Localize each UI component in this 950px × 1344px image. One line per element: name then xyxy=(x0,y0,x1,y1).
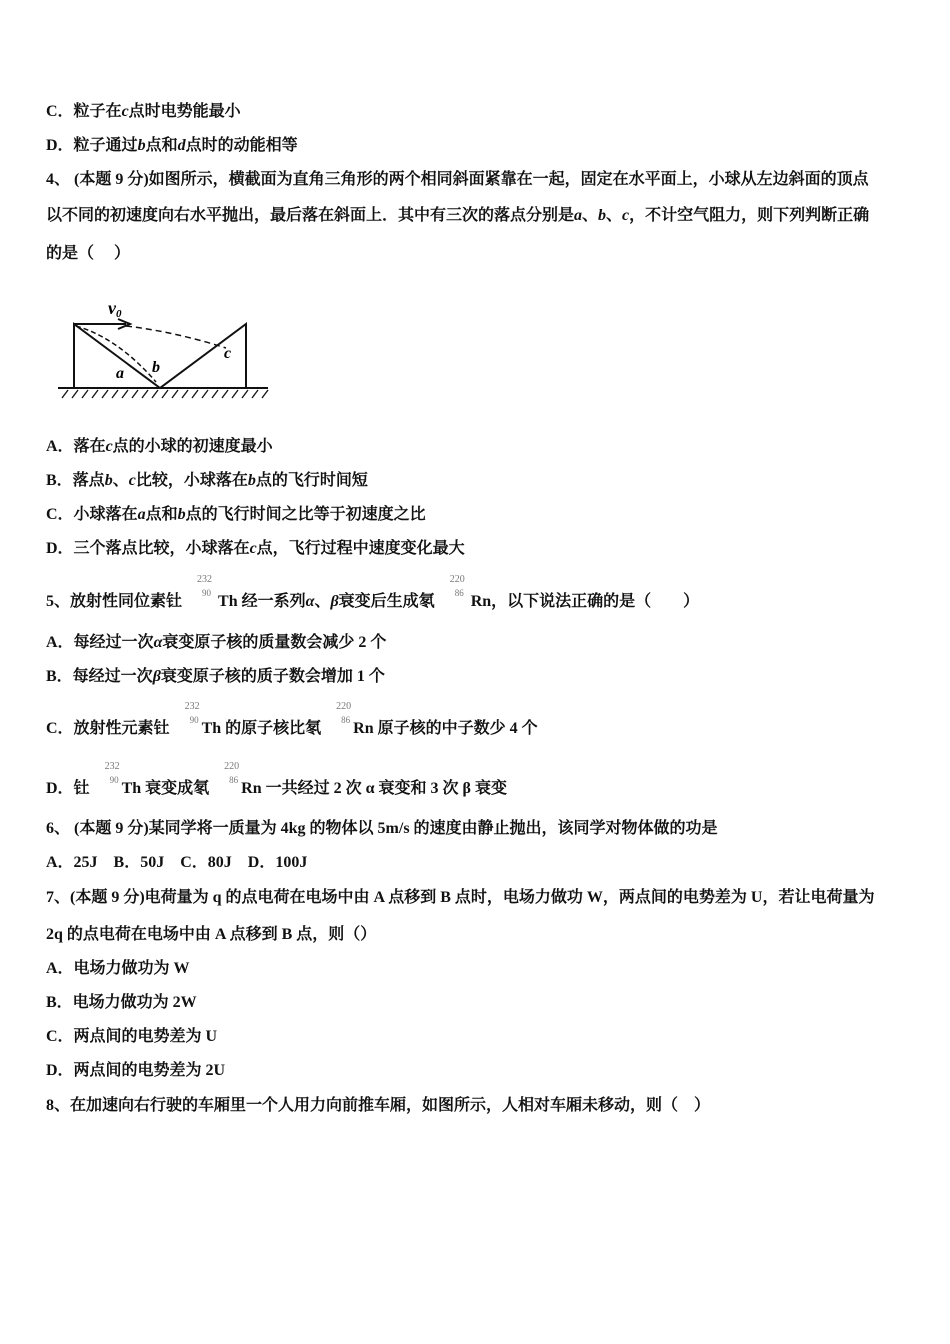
text-segment: D．粒子通过 xyxy=(46,137,138,154)
text-segment: A．落在 xyxy=(46,438,106,455)
text-segment: 点时电势能最小 xyxy=(128,103,241,120)
variable: d xyxy=(177,137,186,154)
variable: c xyxy=(249,540,257,557)
atomic-number: 90 xyxy=(109,775,119,785)
text-segment: C．两点间的电势差为 U xyxy=(46,1028,218,1045)
text-line xyxy=(46,667,385,687)
text-segment: 5、放射性同位素钍 xyxy=(46,593,187,610)
isotope-notation xyxy=(221,761,241,793)
variable: c xyxy=(128,472,136,489)
label-a: a xyxy=(116,365,124,382)
text-segment: Rn，以下说法正确的是（ ） xyxy=(466,593,700,610)
mass-number: 232 xyxy=(184,701,200,712)
variable: α xyxy=(305,593,315,610)
atomic-number: 86 xyxy=(454,588,464,598)
text-line xyxy=(46,505,426,525)
variable: a xyxy=(137,506,146,523)
text-segment: Rn 一共经过 2 次 α 衰变和 3 次 β 衰变 xyxy=(241,780,507,797)
text-line xyxy=(46,102,241,122)
text-segment: C．放射性元素钍 xyxy=(46,720,174,737)
text-line xyxy=(46,959,190,979)
text-line xyxy=(46,206,869,226)
text-segment: 6、 (本题 9 分)某同学将一质量为 4kg 的物体以 5m/s 的速度由静止抛出，该同学对物体做的功是 xyxy=(46,820,718,837)
text-segment: Th 的原子核比氡 xyxy=(201,720,326,737)
text-segment: D．钍 xyxy=(46,780,94,797)
text-segment: 的是（ ） xyxy=(46,245,131,262)
variable: a xyxy=(574,207,583,224)
variable: b xyxy=(104,472,113,489)
text-line xyxy=(46,170,869,190)
mass-number: 220 xyxy=(224,761,240,772)
text-line xyxy=(46,633,386,653)
inclined-planes-figure xyxy=(56,292,271,402)
text-line xyxy=(46,853,307,873)
text-segment: 以不同的初速度向右水平抛出，最后落在斜面上．其中有三次的落点分别是 xyxy=(46,207,575,224)
mass-number: 232 xyxy=(104,761,120,772)
variable: c xyxy=(105,438,113,455)
text-segment: 衰变原子核的质子数会增加 1 个 xyxy=(160,668,385,685)
atomic-number: 86 xyxy=(229,775,239,785)
isotope-notation xyxy=(102,761,122,793)
text-segment: A．每经过一次 xyxy=(46,634,154,651)
text-line xyxy=(46,471,368,491)
text-segment: 点和 xyxy=(145,137,178,154)
text-segment: 点的小球的初速度最小 xyxy=(112,438,273,455)
text-segment: 8、在加速向右行驶的车厢里一个人用力向前推车厢，如图所示，人相对车厢未移动，则（ ） xyxy=(46,1097,711,1114)
atomic-number: 90 xyxy=(202,588,212,598)
text-segment: 衰变后生成氡 xyxy=(338,593,439,610)
variable: c xyxy=(121,103,129,120)
variable: b xyxy=(137,137,146,154)
atomic-number: 86 xyxy=(341,715,351,725)
text-segment: 比较，小球落在 xyxy=(135,472,248,489)
variable: c xyxy=(622,207,630,224)
mass-number: 232 xyxy=(197,574,213,585)
variable: b xyxy=(598,207,607,224)
v0-label: v0 xyxy=(108,298,122,320)
variable: β xyxy=(330,593,339,610)
text-segment: 、 xyxy=(314,593,331,610)
text-segment: ，不计空气阻力，则下列判断正确 xyxy=(629,207,870,224)
text-line xyxy=(46,701,538,739)
text-segment: 、 xyxy=(582,207,599,224)
text-segment: D．两点间的电势差为 2U xyxy=(46,1062,226,1079)
isotope-notation xyxy=(333,701,353,733)
text-segment: 7、(本题 9 分)电荷量为 q 的点电荷在电场中由 A 点移到 B 点时，电场力做功 W，两点间的电势差为 U，若让电荷量为 xyxy=(46,889,875,906)
text-segment: Th 经一系列 xyxy=(214,593,306,610)
mass-number: 220 xyxy=(449,574,465,585)
text-segment: Th 衰变成氡 xyxy=(121,780,214,797)
text-line xyxy=(46,819,718,839)
text-segment: C．小球落在 xyxy=(46,506,138,523)
text-segment: Rn 原子核的中子数少 4 个 xyxy=(353,720,538,737)
isotope-notation xyxy=(182,701,202,733)
text-line xyxy=(46,761,507,799)
text-line xyxy=(46,888,874,908)
isotope-notation xyxy=(447,574,467,606)
variable: β xyxy=(152,668,161,685)
atomic-number: 90 xyxy=(189,715,199,725)
label-b: b xyxy=(152,359,160,376)
text-segment: 4、 (本题 9 分)如图所示，横截面为直角三角形的两个相同斜面紧靠在一起，固定在水平面上，小球从左边斜面的顶点 xyxy=(46,171,869,188)
text-segment: 衰变原子核的质量数会减少 2 个 xyxy=(162,634,387,651)
text-segment: A．25J B．50J C．80J D．100J xyxy=(46,854,308,871)
text-line xyxy=(46,136,298,156)
text-segment: 点，飞行过程中速度变化最大 xyxy=(256,540,465,557)
text-line xyxy=(46,574,700,612)
text-segment: C．粒子在 xyxy=(46,103,122,120)
variable: b xyxy=(177,506,186,523)
text-line xyxy=(46,925,376,945)
mass-number: 220 xyxy=(336,701,352,712)
variable: b xyxy=(247,472,256,489)
text-line xyxy=(46,1096,710,1116)
text-line xyxy=(46,539,465,559)
text-segment: B．电场力做功为 2W xyxy=(46,994,197,1011)
text-segment: B．落点 xyxy=(46,472,105,489)
label-c: c xyxy=(224,345,232,362)
text-segment: 、 xyxy=(112,472,129,489)
isotope-notation xyxy=(194,574,214,606)
text-segment: D．三个落点比较，小球落在 xyxy=(46,540,250,557)
text-segment: 点和 xyxy=(145,506,178,523)
text-segment: B．每经过一次 xyxy=(46,668,153,685)
text-segment: 2q 的点电荷在电场中由 A 点移到 B 点，则（） xyxy=(46,926,377,943)
text-line xyxy=(46,244,130,264)
text-segment: 点的飞行时间短 xyxy=(255,472,368,489)
text-segment: 点的飞行时间之比等于初速度之比 xyxy=(185,506,426,523)
variable: α xyxy=(153,634,163,651)
text-line xyxy=(46,437,273,457)
text-line xyxy=(46,993,197,1013)
text-segment: A．电场力做功为 W xyxy=(46,960,190,977)
text-line xyxy=(46,1061,225,1081)
text-segment: 、 xyxy=(606,207,623,224)
text-segment: 点时的动能相等 xyxy=(185,137,298,154)
text-line xyxy=(46,1027,217,1047)
